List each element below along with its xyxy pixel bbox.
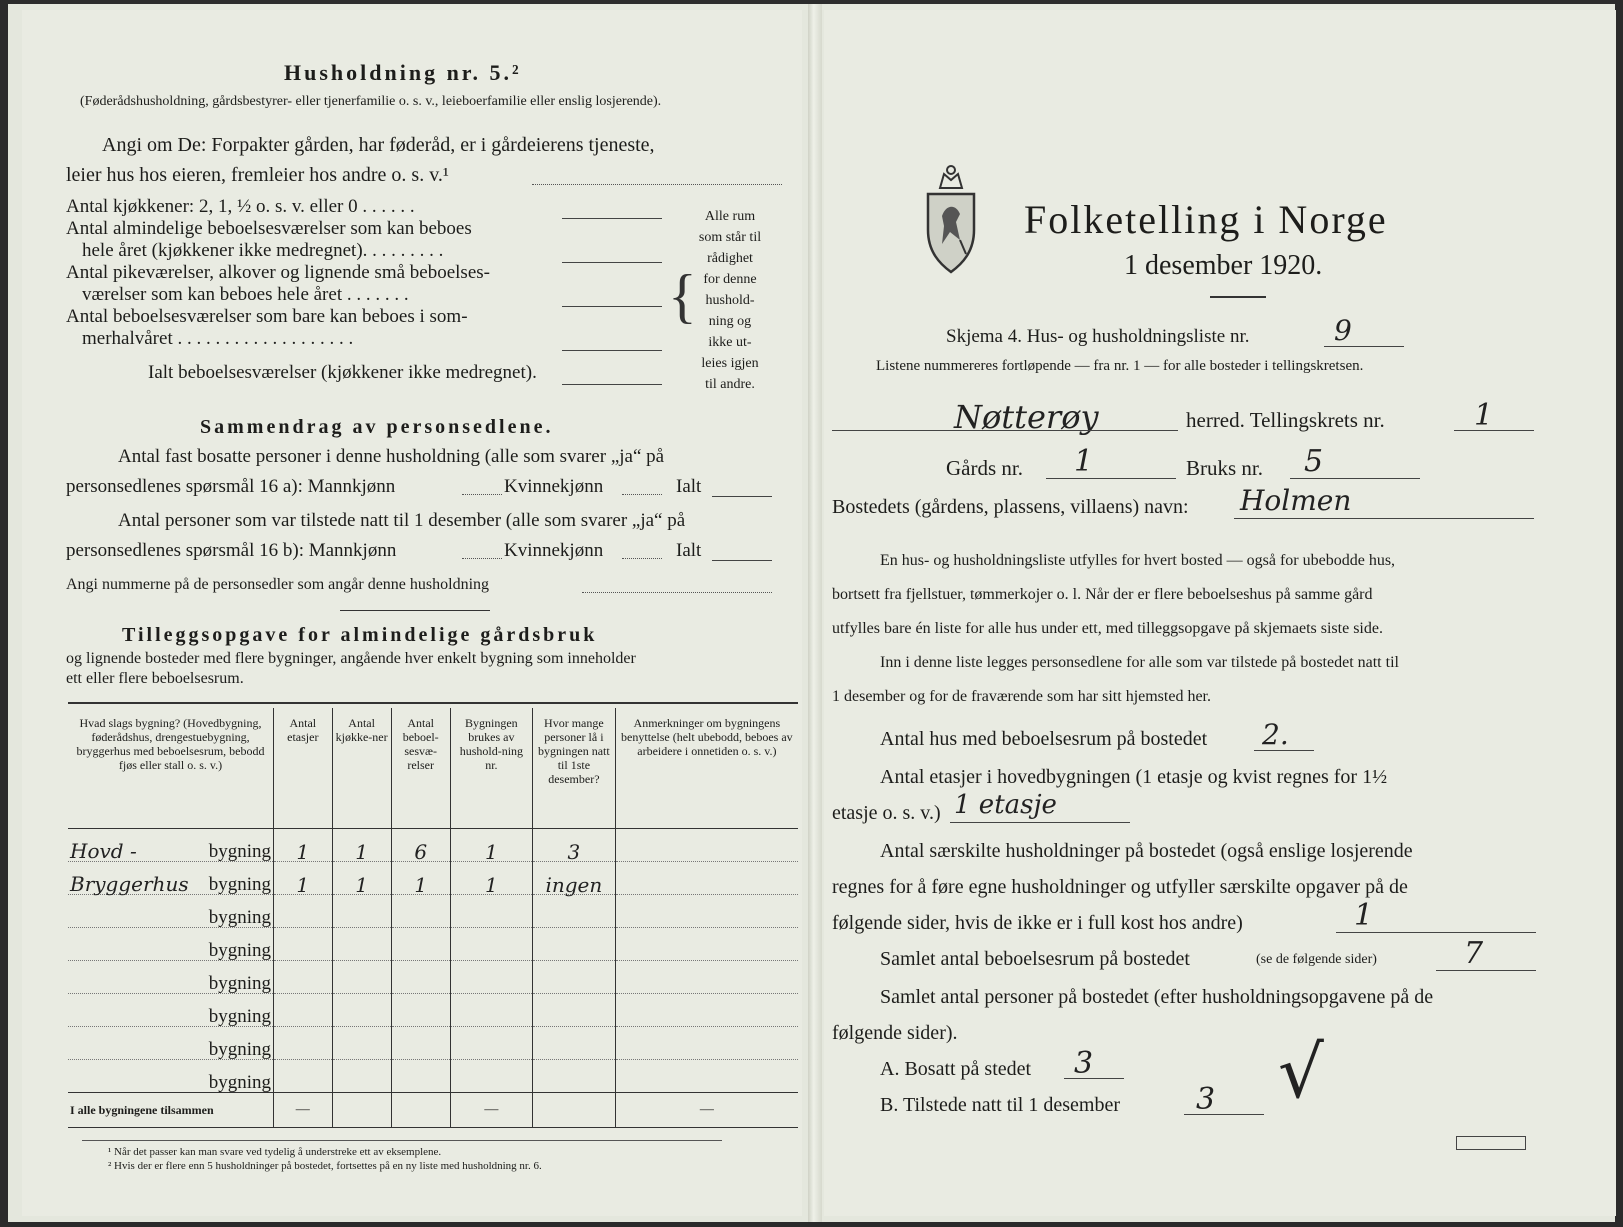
- bygning-label: bygning: [208, 1006, 272, 1027]
- etasjer-line: [950, 822, 1130, 823]
- table-header-cell: Anmerkninger om bygningens benyttelse (helt ubebodd, beboes av arbeidere i onnetiden o. s. v.): [615, 708, 798, 829]
- building-name-cell: [68, 862, 274, 895]
- sum1-kvinne: Kvinnekjønn: [504, 476, 604, 497]
- sum1-ialt: Ialt: [676, 476, 702, 497]
- sum-cell: [533, 1093, 616, 1128]
- table-cell: [533, 895, 616, 928]
- left-page: [22, 10, 802, 1216]
- skjema-nr: 9: [1334, 314, 1352, 347]
- instr-3: utfylles bare én liste for alle hus under ett, med tilleggsopgave på skjemaets siste side.: [832, 620, 1383, 637]
- sum-cell: —: [274, 1093, 333, 1128]
- sum-row-label: I alle bygningene tilsammen: [68, 1093, 274, 1128]
- brace-note-line: Alle rum: [704, 209, 756, 224]
- table-row: [68, 829, 798, 862]
- bruks-label: Bruks nr.: [1186, 456, 1264, 480]
- table-cell: [332, 1027, 391, 1060]
- table-header-cell: Antal etasjer: [274, 708, 333, 829]
- bosted-value: Holmen: [1240, 484, 1352, 517]
- herred-line: [832, 430, 1178, 431]
- q-ialt: Ialt beboelsesværelser (kjøkkener ikke medregnet).: [148, 362, 537, 383]
- tilstede-line: [1184, 1114, 1264, 1115]
- angi-answer-line: [532, 184, 782, 185]
- table-cell: 3: [533, 829, 616, 862]
- krets-nr: 1: [1474, 398, 1494, 433]
- answer-line-ialt: [562, 384, 662, 385]
- brace-note-line: ikke ut-: [708, 335, 752, 350]
- sum2-kvinne: Kvinnekjønn: [504, 540, 604, 561]
- table-cell: [332, 994, 391, 1027]
- footnote-2: ² Hvis der er flere enn 5 husholdninger på bostedet, fortsettes på en ny liste med husholdning nr. 6.: [108, 1160, 542, 1172]
- q-etasjer-2: etasje o. s. v.): [832, 802, 941, 824]
- q-alm-1: Antal almindelige beboelsesværelser som kan beboes: [66, 218, 472, 239]
- table-cell: [391, 994, 450, 1027]
- q-rum: Samlet antal beboelsesrum på bostedet: [880, 948, 1190, 970]
- table-cell: 1: [332, 862, 391, 895]
- tillegg-sub1: og lignende bosteder med flere bygninger, angående hver enkelt bygning som inneholder: [66, 650, 636, 667]
- table-cell: [450, 1027, 532, 1060]
- gards-line: [1046, 478, 1176, 479]
- table-header-cell: Hvad slags bygning? (Hovedbygning, føderådshus, drengestuebygning, bryggerhus med beboelsesrum, bebodd fjøs eller stall o. s. v.): [68, 708, 274, 829]
- bygning-label: bygning: [208, 841, 272, 862]
- table-cell: [332, 895, 391, 928]
- instr-2: bortsett fra fjellstuer, tømmerkojer o. l. Når der er flere beboelseshus på samme gård: [832, 586, 1373, 603]
- household-title: Husholdning nr. 5.²: [284, 60, 522, 85]
- buildings-table: [68, 708, 798, 1128]
- norway-coat-of-arms-icon: [920, 160, 982, 276]
- q-pike-1: Antal pikeværelser, alkover og lignende små beboelses-: [66, 262, 490, 283]
- gards-label: Gårds nr.: [946, 456, 1023, 480]
- table-cell: 1: [274, 862, 333, 895]
- bygning-label: bygning: [208, 1072, 272, 1093]
- brace-note-line: ning og: [708, 314, 752, 329]
- table-cell: [533, 961, 616, 994]
- bygning-label: bygning: [208, 1039, 272, 1060]
- bygning-label: bygning: [208, 907, 272, 928]
- angi-nummer-line: [582, 592, 772, 593]
- table-cell: [450, 1060, 532, 1093]
- brace-note-line: til andre.: [705, 377, 755, 392]
- brace-note-line: rådighet: [707, 251, 753, 266]
- table-cell: 1: [391, 862, 450, 895]
- bygning-label: bygning: [208, 973, 272, 994]
- q-pers-1: Samlet antal personer på bostedet (efter husholdningsopgavene på de: [880, 986, 1434, 1008]
- brace: {: [668, 263, 697, 329]
- table-row: [68, 961, 798, 994]
- check-mark: √: [1278, 1030, 1324, 1114]
- angi-line2: leier hus hos eieren, fremleier hos andre o. s. v.¹: [66, 164, 449, 186]
- brace-note: [690, 206, 770, 395]
- table-cell: [391, 961, 450, 994]
- q-sommer-2: merhalvåret . . . . . . . . . . . . . . . . . . .: [82, 328, 354, 349]
- table-header-cell: Antal beboel-sesvæ-relser: [391, 708, 450, 829]
- a-rum: 7: [1464, 936, 1484, 971]
- a-hus: 2.: [1262, 718, 1289, 751]
- sum2-ialt-line: [712, 560, 772, 561]
- answer-line-kjokken: [562, 218, 662, 219]
- building-name-cell: [68, 829, 274, 862]
- table-cell: [615, 928, 798, 961]
- brace-note-line: som står til: [698, 230, 762, 245]
- summary-title: Sammendrag av personsedlene.: [200, 416, 554, 438]
- skjema-nr-line: [1324, 346, 1404, 347]
- bygning-label: bygning: [208, 874, 272, 895]
- table-cell: [391, 895, 450, 928]
- table-cell: [450, 928, 532, 961]
- q-pers-2: følgende sider).: [832, 1022, 958, 1044]
- table-cell: 1: [450, 829, 532, 862]
- table-cell: [533, 994, 616, 1027]
- table-cell: [274, 928, 333, 961]
- table-cell: [615, 994, 798, 1027]
- bruks-nr: 5: [1304, 444, 1324, 479]
- table-cell: [274, 994, 333, 1027]
- bruks-line: [1290, 478, 1420, 479]
- table-cell: [615, 895, 798, 928]
- table-cell: 1: [274, 829, 333, 862]
- q-sommer-1: Antal beboelsesværelser som bare kan beboes i som-: [66, 306, 468, 327]
- table-row: [68, 862, 798, 895]
- b-tilstede-value: 3: [1196, 1082, 1216, 1117]
- table-top-rule: [68, 702, 798, 704]
- table-cell: [274, 895, 333, 928]
- table-cell: 1: [332, 829, 391, 862]
- hush-line: [1336, 932, 1536, 933]
- sum2-mann-line: [462, 558, 502, 559]
- answer-line-alm: [562, 262, 662, 263]
- table-cell: [332, 928, 391, 961]
- table-cell: [615, 961, 798, 994]
- table-header-cell: Antal kjøkke-ner: [332, 708, 391, 829]
- table-cell: [450, 895, 532, 928]
- table-cell: [533, 928, 616, 961]
- census-date: 1 desember 1920.: [1124, 250, 1323, 281]
- gards-nr: 1: [1074, 444, 1094, 479]
- instr-4: Inn i denne liste legges personsedlene for alle som var tilstede på bostedet natt til: [880, 654, 1399, 671]
- building-name-cell: [68, 895, 274, 928]
- building-name-cell: [68, 1027, 274, 1060]
- table-cell: [274, 961, 333, 994]
- title-divider: [1210, 296, 1266, 298]
- listene-note: Listene nummereres fortløpende — fra nr. 1 — for alle bosteder i tellingskretsen.: [876, 358, 1364, 374]
- sum2-a: Antal personer som var tilstede natt til 1 desember (alle som svarer „ja“ på: [118, 510, 686, 531]
- a-bosatt-label: A. Bosatt på stedet: [880, 1058, 1032, 1080]
- table-cell: 1: [450, 862, 532, 895]
- sum1-mann-line: [462, 494, 502, 495]
- table-row: [68, 1060, 798, 1093]
- table-cell: [391, 928, 450, 961]
- a-bosatt-value: 3: [1074, 1046, 1094, 1081]
- tillegg-title: Tilleggsopgave for almindelige gårdsbruk: [122, 624, 598, 646]
- q-alm-2: hele året (kjøkkener ikke medregnet). . . . . . . . .: [82, 240, 444, 261]
- q-hush-3: følgende sider, hvis de ikke er i full kost hos andre): [832, 912, 1243, 934]
- building-name: Hovd -: [70, 839, 137, 863]
- scanned-form: [8, 4, 1615, 1222]
- table-cell: [332, 961, 391, 994]
- building-name-cell: [68, 928, 274, 961]
- brace-note-line: leies igjen: [701, 356, 759, 371]
- table-sum-row: [68, 1093, 798, 1128]
- household-note: (Føderådshusholdning, gårdsbestyrer- eller tjenerfamilie o. s. v., leieboerfamilie eller enslig losjerende).: [80, 94, 662, 109]
- table-row: [68, 994, 798, 1027]
- q-hush-2: regnes for å føre egne husholdninger og utfyller særskilte opgaver på de: [832, 876, 1408, 898]
- sum2-ialt: Ialt: [676, 540, 702, 561]
- b-tilstede-label: B. Tilstede natt til 1 desember: [880, 1094, 1120, 1116]
- q-hus: Antal hus med beboelsesrum på bostedet: [880, 728, 1208, 750]
- bygning-label: bygning: [208, 940, 272, 961]
- printer-stamp: [1456, 1136, 1526, 1150]
- table-header-row: [68, 708, 798, 829]
- bosted-label: Bostedets (gårdens, plassens, villaens) navn:: [832, 496, 1189, 518]
- instr-1: En hus- og husholdningsliste utfylles for hvert bosted — også for ubebodde hus,: [880, 552, 1396, 569]
- table-cell: [615, 862, 798, 895]
- hus-line: [1254, 750, 1314, 751]
- table-cell: [332, 1060, 391, 1093]
- table-cell: [450, 961, 532, 994]
- table-cell: [615, 1060, 798, 1093]
- table-row: [68, 1027, 798, 1060]
- sum1-b: personsedlenes spørsmål 16 a): Mannkjønn: [66, 476, 396, 497]
- table-cell: ingen: [533, 862, 616, 895]
- angi-nummer: Angi nummerne på de personsedler som angår denne husholdning: [66, 576, 490, 593]
- brace-note-line: hushold-: [705, 293, 755, 308]
- angi-line1: Angi om De: Forpakter gården, har føderåd, er i gårdeierens tjeneste,: [102, 134, 655, 156]
- page-fold: [808, 4, 822, 1222]
- a-etasjer: 1 etasje: [954, 790, 1057, 820]
- a-hush: 1: [1354, 898, 1374, 933]
- building-name-cell: [68, 961, 274, 994]
- table-cell: [615, 829, 798, 862]
- table-header-cell: Hvor mange personer lå i bygningen natt til 1ste desember?: [533, 708, 616, 829]
- answer-line-sommer: [562, 350, 662, 351]
- bosted-line: [1234, 518, 1534, 519]
- table-cell: 6: [391, 829, 450, 862]
- sum-cell: —: [450, 1093, 532, 1128]
- herred-label: herred. Tellingskrets nr.: [1186, 408, 1385, 432]
- sum2-b: personsedlenes spørsmål 16 b): Mannkjønn: [66, 540, 397, 561]
- sum-cell: [332, 1093, 391, 1128]
- q-pike-2: værelser som kan beboes hele året . . . . . . .: [82, 284, 409, 305]
- footnote-1: ¹ Når det passer kan man svare ved tydelig å understreke ett av eksemplene.: [108, 1146, 442, 1158]
- main-title: Folketelling i Norge: [1024, 197, 1388, 242]
- table-header-cell: Bygningen brukes av hushold-ning nr.: [450, 708, 532, 829]
- sum-cell: —: [615, 1093, 798, 1128]
- table-cell: [391, 1060, 450, 1093]
- krets-line: [1454, 430, 1534, 431]
- right-page: [824, 10, 1616, 1216]
- section-divider: [340, 610, 490, 611]
- table-row: [68, 928, 798, 961]
- table-cell: [274, 1027, 333, 1060]
- table-row: [68, 895, 798, 928]
- instr-5: 1 desember og for de fraværende som har sitt hjemsted her.: [832, 688, 1211, 705]
- bosatt-line: [1064, 1078, 1124, 1079]
- table-cell: [274, 1060, 333, 1093]
- building-name: Bryggerhus: [70, 872, 189, 896]
- sum2-kvinne-line: [622, 558, 662, 559]
- footnote-rule: [82, 1140, 722, 1141]
- sum1-ialt-line: [712, 496, 772, 497]
- tillegg-sub2: ett eller flere beboelsesrum.: [66, 670, 244, 687]
- sum1-kvinne-line: [622, 494, 662, 495]
- sum1-a: Antal fast bosatte personer i denne husholdning (alle som svarer „ja“ på: [118, 446, 665, 467]
- answer-line-pike: [562, 306, 662, 307]
- table-cell: [391, 1027, 450, 1060]
- building-name-cell: [68, 994, 274, 1027]
- table-cell: [533, 1027, 616, 1060]
- q-kjokkener: Antal kjøkkener: 2, 1, ½ o. s. v. eller 0 . . . . . .: [66, 196, 415, 217]
- brace-note-line: for denne: [703, 272, 757, 287]
- herred-value: Nøtterøy: [954, 398, 1099, 436]
- rum-line: [1436, 970, 1536, 971]
- sum-cell: [391, 1093, 450, 1128]
- building-name-cell: [68, 1060, 274, 1093]
- q-hush-1: Antal særskilte husholdninger på bostedet (også enslige losjerende: [880, 840, 1413, 862]
- skjema-label: Skjema 4. Hus- og husholdningsliste nr.: [946, 326, 1250, 347]
- table-cell: [615, 1027, 798, 1060]
- q-etasjer-1: Antal etasjer i hovedbygningen (1 etasje og kvist regnes for 1½: [880, 766, 1388, 788]
- q-rum-note: (se de følgende sider): [1256, 952, 1377, 967]
- table-cell: [450, 994, 532, 1027]
- table-cell: [533, 1060, 616, 1093]
